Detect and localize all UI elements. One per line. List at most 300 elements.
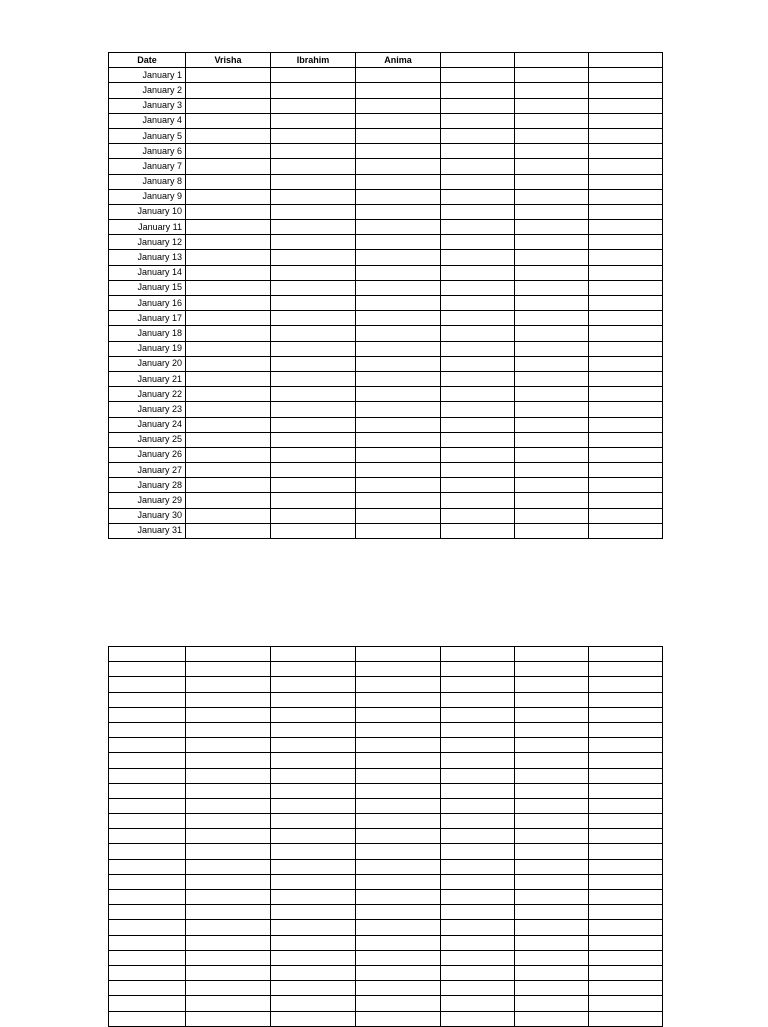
entry-cell[interactable]: [589, 311, 663, 326]
entry-cell[interactable]: [589, 265, 663, 280]
blank-cell[interactable]: [515, 950, 589, 965]
entry-cell[interactable]: [441, 402, 515, 417]
entry-cell[interactable]: [515, 265, 589, 280]
entry-cell[interactable]: [441, 417, 515, 432]
entry-cell[interactable]: [515, 402, 589, 417]
entry-cell[interactable]: [441, 113, 515, 128]
blank-cell[interactable]: [441, 829, 515, 844]
entry-cell[interactable]: [271, 159, 356, 174]
entry-cell[interactable]: [441, 371, 515, 386]
entry-cell[interactable]: [515, 220, 589, 235]
entry-cell[interactable]: [589, 326, 663, 341]
blank-cell[interactable]: [186, 829, 271, 844]
blank-cell[interactable]: [109, 677, 186, 692]
blank-cell[interactable]: [589, 890, 663, 905]
blank-cell[interactable]: [589, 965, 663, 980]
blank-cell[interactable]: [441, 738, 515, 753]
blank-cell[interactable]: [589, 905, 663, 920]
entry-cell[interactable]: [271, 250, 356, 265]
entry-cell[interactable]: [356, 220, 441, 235]
entry-cell[interactable]: [186, 387, 271, 402]
entry-cell[interactable]: [441, 478, 515, 493]
blank-cell[interactable]: [589, 753, 663, 768]
blank-cell[interactable]: [589, 677, 663, 692]
blank-cell[interactable]: [356, 920, 441, 935]
blank-cell[interactable]: [271, 859, 356, 874]
blank-cell[interactable]: [515, 935, 589, 950]
entry-cell[interactable]: [271, 220, 356, 235]
blank-cell[interactable]: [589, 859, 663, 874]
blank-cell[interactable]: [186, 920, 271, 935]
entry-cell[interactable]: [186, 250, 271, 265]
entry-cell[interactable]: [589, 83, 663, 98]
entry-cell[interactable]: [589, 174, 663, 189]
entry-cell[interactable]: [356, 189, 441, 204]
entry-cell[interactable]: [356, 250, 441, 265]
blank-cell[interactable]: [271, 783, 356, 798]
entry-cell[interactable]: [356, 311, 441, 326]
blank-cell[interactable]: [515, 753, 589, 768]
entry-cell[interactable]: [186, 447, 271, 462]
blank-cell[interactable]: [356, 844, 441, 859]
blank-cell[interactable]: [441, 965, 515, 980]
entry-cell[interactable]: [589, 493, 663, 508]
entry-cell[interactable]: [356, 144, 441, 159]
blank-cell[interactable]: [186, 859, 271, 874]
entry-cell[interactable]: [441, 204, 515, 219]
entry-cell[interactable]: [515, 144, 589, 159]
entry-cell[interactable]: [589, 235, 663, 250]
entry-cell[interactable]: [589, 98, 663, 113]
entry-cell[interactable]: [515, 128, 589, 143]
blank-cell[interactable]: [271, 935, 356, 950]
entry-cell[interactable]: [271, 98, 356, 113]
blank-cell[interactable]: [356, 677, 441, 692]
blank-cell[interactable]: [515, 783, 589, 798]
blank-cell[interactable]: [515, 662, 589, 677]
blank-cell[interactable]: [186, 798, 271, 813]
entry-cell[interactable]: [515, 250, 589, 265]
entry-cell[interactable]: [186, 68, 271, 83]
entry-cell[interactable]: [589, 417, 663, 432]
blank-cell[interactable]: [589, 996, 663, 1011]
blank-cell[interactable]: [441, 981, 515, 996]
blank-cell[interactable]: [515, 981, 589, 996]
blank-cell[interactable]: [589, 844, 663, 859]
entry-cell[interactable]: [356, 235, 441, 250]
entry-cell[interactable]: [271, 493, 356, 508]
entry-cell[interactable]: [515, 508, 589, 523]
entry-cell[interactable]: [589, 371, 663, 386]
blank-cell[interactable]: [441, 722, 515, 737]
blank-cell[interactable]: [109, 768, 186, 783]
entry-cell[interactable]: [441, 159, 515, 174]
blank-cell[interactable]: [441, 874, 515, 889]
blank-cell[interactable]: [186, 965, 271, 980]
blank-cell[interactable]: [515, 905, 589, 920]
entry-cell[interactable]: [441, 235, 515, 250]
blank-cell[interactable]: [271, 738, 356, 753]
blank-cell[interactable]: [441, 662, 515, 677]
blank-cell[interactable]: [441, 647, 515, 662]
entry-cell[interactable]: [441, 83, 515, 98]
blank-cell[interactable]: [109, 981, 186, 996]
entry-cell[interactable]: [515, 523, 589, 538]
blank-cell[interactable]: [515, 859, 589, 874]
blank-cell[interactable]: [441, 798, 515, 813]
entry-cell[interactable]: [441, 265, 515, 280]
blank-cell[interactable]: [356, 707, 441, 722]
blank-cell[interactable]: [356, 738, 441, 753]
entry-cell[interactable]: [441, 174, 515, 189]
entry-cell[interactable]: [515, 493, 589, 508]
entry-cell[interactable]: [356, 447, 441, 462]
blank-cell[interactable]: [186, 950, 271, 965]
entry-cell[interactable]: [271, 265, 356, 280]
blank-cell[interactable]: [589, 950, 663, 965]
blank-cell[interactable]: [356, 798, 441, 813]
blank-cell[interactable]: [589, 874, 663, 889]
entry-cell[interactable]: [515, 189, 589, 204]
blank-cell[interactable]: [186, 981, 271, 996]
entry-cell[interactable]: [589, 356, 663, 371]
blank-cell[interactable]: [109, 844, 186, 859]
entry-cell[interactable]: [515, 387, 589, 402]
entry-cell[interactable]: [515, 447, 589, 462]
blank-cell[interactable]: [356, 829, 441, 844]
entry-cell[interactable]: [271, 447, 356, 462]
blank-cell[interactable]: [441, 905, 515, 920]
entry-cell[interactable]: [515, 68, 589, 83]
blank-cell[interactable]: [515, 996, 589, 1011]
entry-cell[interactable]: [356, 98, 441, 113]
blank-cell[interactable]: [589, 829, 663, 844]
blank-cell[interactable]: [515, 965, 589, 980]
blank-cell[interactable]: [441, 890, 515, 905]
entry-cell[interactable]: [441, 493, 515, 508]
blank-cell[interactable]: [186, 692, 271, 707]
entry-cell[interactable]: [271, 235, 356, 250]
entry-cell[interactable]: [271, 204, 356, 219]
entry-cell[interactable]: [356, 341, 441, 356]
entry-cell[interactable]: [271, 341, 356, 356]
entry-cell[interactable]: [589, 250, 663, 265]
entry-cell[interactable]: [515, 296, 589, 311]
entry-cell[interactable]: [515, 311, 589, 326]
entry-cell[interactable]: [271, 280, 356, 295]
blank-cell[interactable]: [589, 935, 663, 950]
blank-cell[interactable]: [356, 996, 441, 1011]
blank-cell[interactable]: [441, 844, 515, 859]
entry-cell[interactable]: [186, 280, 271, 295]
entry-cell[interactable]: [271, 144, 356, 159]
entry-cell[interactable]: [271, 402, 356, 417]
entry-cell[interactable]: [589, 189, 663, 204]
entry-cell[interactable]: [271, 296, 356, 311]
entry-cell[interactable]: [186, 144, 271, 159]
entry-cell[interactable]: [441, 341, 515, 356]
entry-cell[interactable]: [186, 417, 271, 432]
entry-cell[interactable]: [271, 311, 356, 326]
blank-cell[interactable]: [109, 859, 186, 874]
entry-cell[interactable]: [589, 113, 663, 128]
entry-cell[interactable]: [441, 326, 515, 341]
entry-cell[interactable]: [271, 326, 356, 341]
entry-cell[interactable]: [186, 432, 271, 447]
entry-cell[interactable]: [186, 159, 271, 174]
blank-cell[interactable]: [186, 814, 271, 829]
blank-cell[interactable]: [271, 677, 356, 692]
entry-cell[interactable]: [356, 68, 441, 83]
blank-cell[interactable]: [356, 768, 441, 783]
blank-cell[interactable]: [515, 874, 589, 889]
entry-cell[interactable]: [356, 478, 441, 493]
entry-cell[interactable]: [441, 68, 515, 83]
blank-cell[interactable]: [441, 707, 515, 722]
entry-cell[interactable]: [356, 432, 441, 447]
entry-cell[interactable]: [356, 174, 441, 189]
entry-cell[interactable]: [589, 447, 663, 462]
entry-cell[interactable]: [441, 98, 515, 113]
entry-cell[interactable]: [356, 493, 441, 508]
entry-cell[interactable]: [515, 235, 589, 250]
entry-cell[interactable]: [356, 387, 441, 402]
entry-cell[interactable]: [515, 478, 589, 493]
blank-cell[interactable]: [271, 950, 356, 965]
entry-cell[interactable]: [441, 311, 515, 326]
entry-cell[interactable]: [356, 356, 441, 371]
entry-cell[interactable]: [186, 113, 271, 128]
blank-cell[interactable]: [109, 722, 186, 737]
blank-cell[interactable]: [356, 965, 441, 980]
entry-cell[interactable]: [589, 341, 663, 356]
entry-cell[interactable]: [186, 204, 271, 219]
entry-cell[interactable]: [186, 83, 271, 98]
blank-cell[interactable]: [441, 814, 515, 829]
entry-cell[interactable]: [271, 128, 356, 143]
entry-cell[interactable]: [515, 204, 589, 219]
entry-cell[interactable]: [356, 402, 441, 417]
blank-cell[interactable]: [109, 874, 186, 889]
blank-cell[interactable]: [271, 981, 356, 996]
blank-cell[interactable]: [441, 677, 515, 692]
entry-cell[interactable]: [515, 159, 589, 174]
blank-cell[interactable]: [109, 996, 186, 1011]
entry-cell[interactable]: [186, 98, 271, 113]
entry-cell[interactable]: [186, 371, 271, 386]
entry-cell[interactable]: [186, 311, 271, 326]
entry-cell[interactable]: [186, 128, 271, 143]
entry-cell[interactable]: [441, 128, 515, 143]
blank-cell[interactable]: [515, 890, 589, 905]
entry-cell[interactable]: [271, 523, 356, 538]
entry-cell[interactable]: [186, 523, 271, 538]
entry-cell[interactable]: [441, 463, 515, 478]
blank-cell[interactable]: [186, 874, 271, 889]
entry-cell[interactable]: [186, 326, 271, 341]
entry-cell[interactable]: [186, 296, 271, 311]
entry-cell[interactable]: [589, 144, 663, 159]
entry-cell[interactable]: [356, 159, 441, 174]
blank-cell[interactable]: [186, 738, 271, 753]
entry-cell[interactable]: [356, 417, 441, 432]
blank-cell[interactable]: [109, 662, 186, 677]
blank-cell[interactable]: [186, 647, 271, 662]
entry-cell[interactable]: [441, 447, 515, 462]
blank-cell[interactable]: [271, 662, 356, 677]
blank-cell[interactable]: [441, 768, 515, 783]
entry-cell[interactable]: [356, 523, 441, 538]
entry-cell[interactable]: [271, 463, 356, 478]
blank-cell[interactable]: [271, 890, 356, 905]
entry-cell[interactable]: [356, 508, 441, 523]
entry-cell[interactable]: [356, 371, 441, 386]
entry-cell[interactable]: [356, 204, 441, 219]
entry-cell[interactable]: [589, 128, 663, 143]
blank-cell[interactable]: [186, 783, 271, 798]
entry-cell[interactable]: [186, 220, 271, 235]
blank-cell[interactable]: [515, 692, 589, 707]
blank-cell[interactable]: [589, 647, 663, 662]
entry-cell[interactable]: [589, 387, 663, 402]
entry-cell[interactable]: [356, 83, 441, 98]
entry-cell[interactable]: [441, 356, 515, 371]
blank-cell[interactable]: [271, 844, 356, 859]
entry-cell[interactable]: [441, 189, 515, 204]
entry-cell[interactable]: [441, 280, 515, 295]
blank-cell[interactable]: [441, 996, 515, 1011]
blank-cell[interactable]: [356, 935, 441, 950]
entry-cell[interactable]: [589, 463, 663, 478]
entry-cell[interactable]: [515, 83, 589, 98]
blank-cell[interactable]: [441, 692, 515, 707]
blank-cell[interactable]: [441, 920, 515, 935]
blank-cell[interactable]: [589, 798, 663, 813]
blank-cell[interactable]: [109, 890, 186, 905]
blank-cell[interactable]: [589, 814, 663, 829]
blank-cell[interactable]: [186, 905, 271, 920]
entry-cell[interactable]: [589, 432, 663, 447]
entry-cell[interactable]: [356, 128, 441, 143]
blank-cell[interactable]: [109, 965, 186, 980]
blank-cell[interactable]: [515, 798, 589, 813]
blank-cell[interactable]: [589, 783, 663, 798]
blank-cell[interactable]: [186, 844, 271, 859]
blank-cell[interactable]: [356, 890, 441, 905]
entry-cell[interactable]: [356, 296, 441, 311]
entry-cell[interactable]: [186, 463, 271, 478]
blank-cell[interactable]: [271, 707, 356, 722]
entry-cell[interactable]: [186, 508, 271, 523]
blank-cell[interactable]: [109, 798, 186, 813]
blank-cell[interactable]: [109, 905, 186, 920]
entry-cell[interactable]: [186, 356, 271, 371]
blank-cell[interactable]: [109, 829, 186, 844]
blank-cell[interactable]: [589, 707, 663, 722]
blank-cell[interactable]: [186, 662, 271, 677]
blank-cell[interactable]: [515, 738, 589, 753]
blank-cell[interactable]: [441, 859, 515, 874]
blank-cell[interactable]: [271, 814, 356, 829]
blank-cell[interactable]: [271, 996, 356, 1011]
entry-cell[interactable]: [271, 417, 356, 432]
entry-cell[interactable]: [186, 235, 271, 250]
entry-cell[interactable]: [515, 280, 589, 295]
blank-cell[interactable]: [186, 707, 271, 722]
entry-cell[interactable]: [589, 523, 663, 538]
entry-cell[interactable]: [515, 417, 589, 432]
blank-cell[interactable]: [109, 647, 186, 662]
blank-cell[interactable]: [515, 844, 589, 859]
entry-cell[interactable]: [356, 463, 441, 478]
entry-cell[interactable]: [441, 387, 515, 402]
blank-cell[interactable]: [186, 722, 271, 737]
entry-cell[interactable]: [186, 493, 271, 508]
blank-cell[interactable]: [271, 920, 356, 935]
blank-cell[interactable]: [186, 996, 271, 1011]
blank-cell[interactable]: [109, 783, 186, 798]
entry-cell[interactable]: [589, 68, 663, 83]
entry-cell[interactable]: [441, 508, 515, 523]
blank-cell[interactable]: [356, 722, 441, 737]
entry-cell[interactable]: [515, 98, 589, 113]
blank-cell[interactable]: [109, 753, 186, 768]
blank-cell[interactable]: [356, 662, 441, 677]
blank-cell[interactable]: [515, 920, 589, 935]
blank-cell[interactable]: [515, 707, 589, 722]
blank-cell[interactable]: [271, 753, 356, 768]
entry-cell[interactable]: [515, 174, 589, 189]
entry-cell[interactable]: [271, 189, 356, 204]
blank-cell[interactable]: [589, 768, 663, 783]
blank-cell[interactable]: [589, 920, 663, 935]
blank-cell[interactable]: [441, 950, 515, 965]
blank-cell[interactable]: [589, 738, 663, 753]
blank-cell[interactable]: [271, 829, 356, 844]
blank-cell[interactable]: [356, 905, 441, 920]
entry-cell[interactable]: [271, 68, 356, 83]
blank-cell[interactable]: [186, 890, 271, 905]
entry-cell[interactable]: [589, 204, 663, 219]
entry-cell[interactable]: [589, 402, 663, 417]
blank-cell[interactable]: [515, 829, 589, 844]
entry-cell[interactable]: [271, 508, 356, 523]
entry-cell[interactable]: [515, 326, 589, 341]
blank-cell[interactable]: [109, 738, 186, 753]
entry-cell[interactable]: [515, 341, 589, 356]
entry-cell[interactable]: [186, 174, 271, 189]
blank-cell[interactable]: [186, 677, 271, 692]
entry-cell[interactable]: [271, 113, 356, 128]
blank-cell[interactable]: [589, 662, 663, 677]
blank-cell[interactable]: [271, 874, 356, 889]
blank-cell[interactable]: [271, 647, 356, 662]
blank-cell[interactable]: [271, 905, 356, 920]
entry-cell[interactable]: [356, 265, 441, 280]
entry-cell[interactable]: [186, 402, 271, 417]
blank-cell[interactable]: [589, 722, 663, 737]
blank-cell[interactable]: [589, 692, 663, 707]
entry-cell[interactable]: [441, 523, 515, 538]
entry-cell[interactable]: [515, 463, 589, 478]
entry-cell[interactable]: [271, 478, 356, 493]
entry-cell[interactable]: [271, 387, 356, 402]
blank-cell[interactable]: [186, 935, 271, 950]
entry-cell[interactable]: [186, 341, 271, 356]
entry-cell[interactable]: [441, 220, 515, 235]
blank-cell[interactable]: [589, 981, 663, 996]
blank-cell[interactable]: [271, 798, 356, 813]
